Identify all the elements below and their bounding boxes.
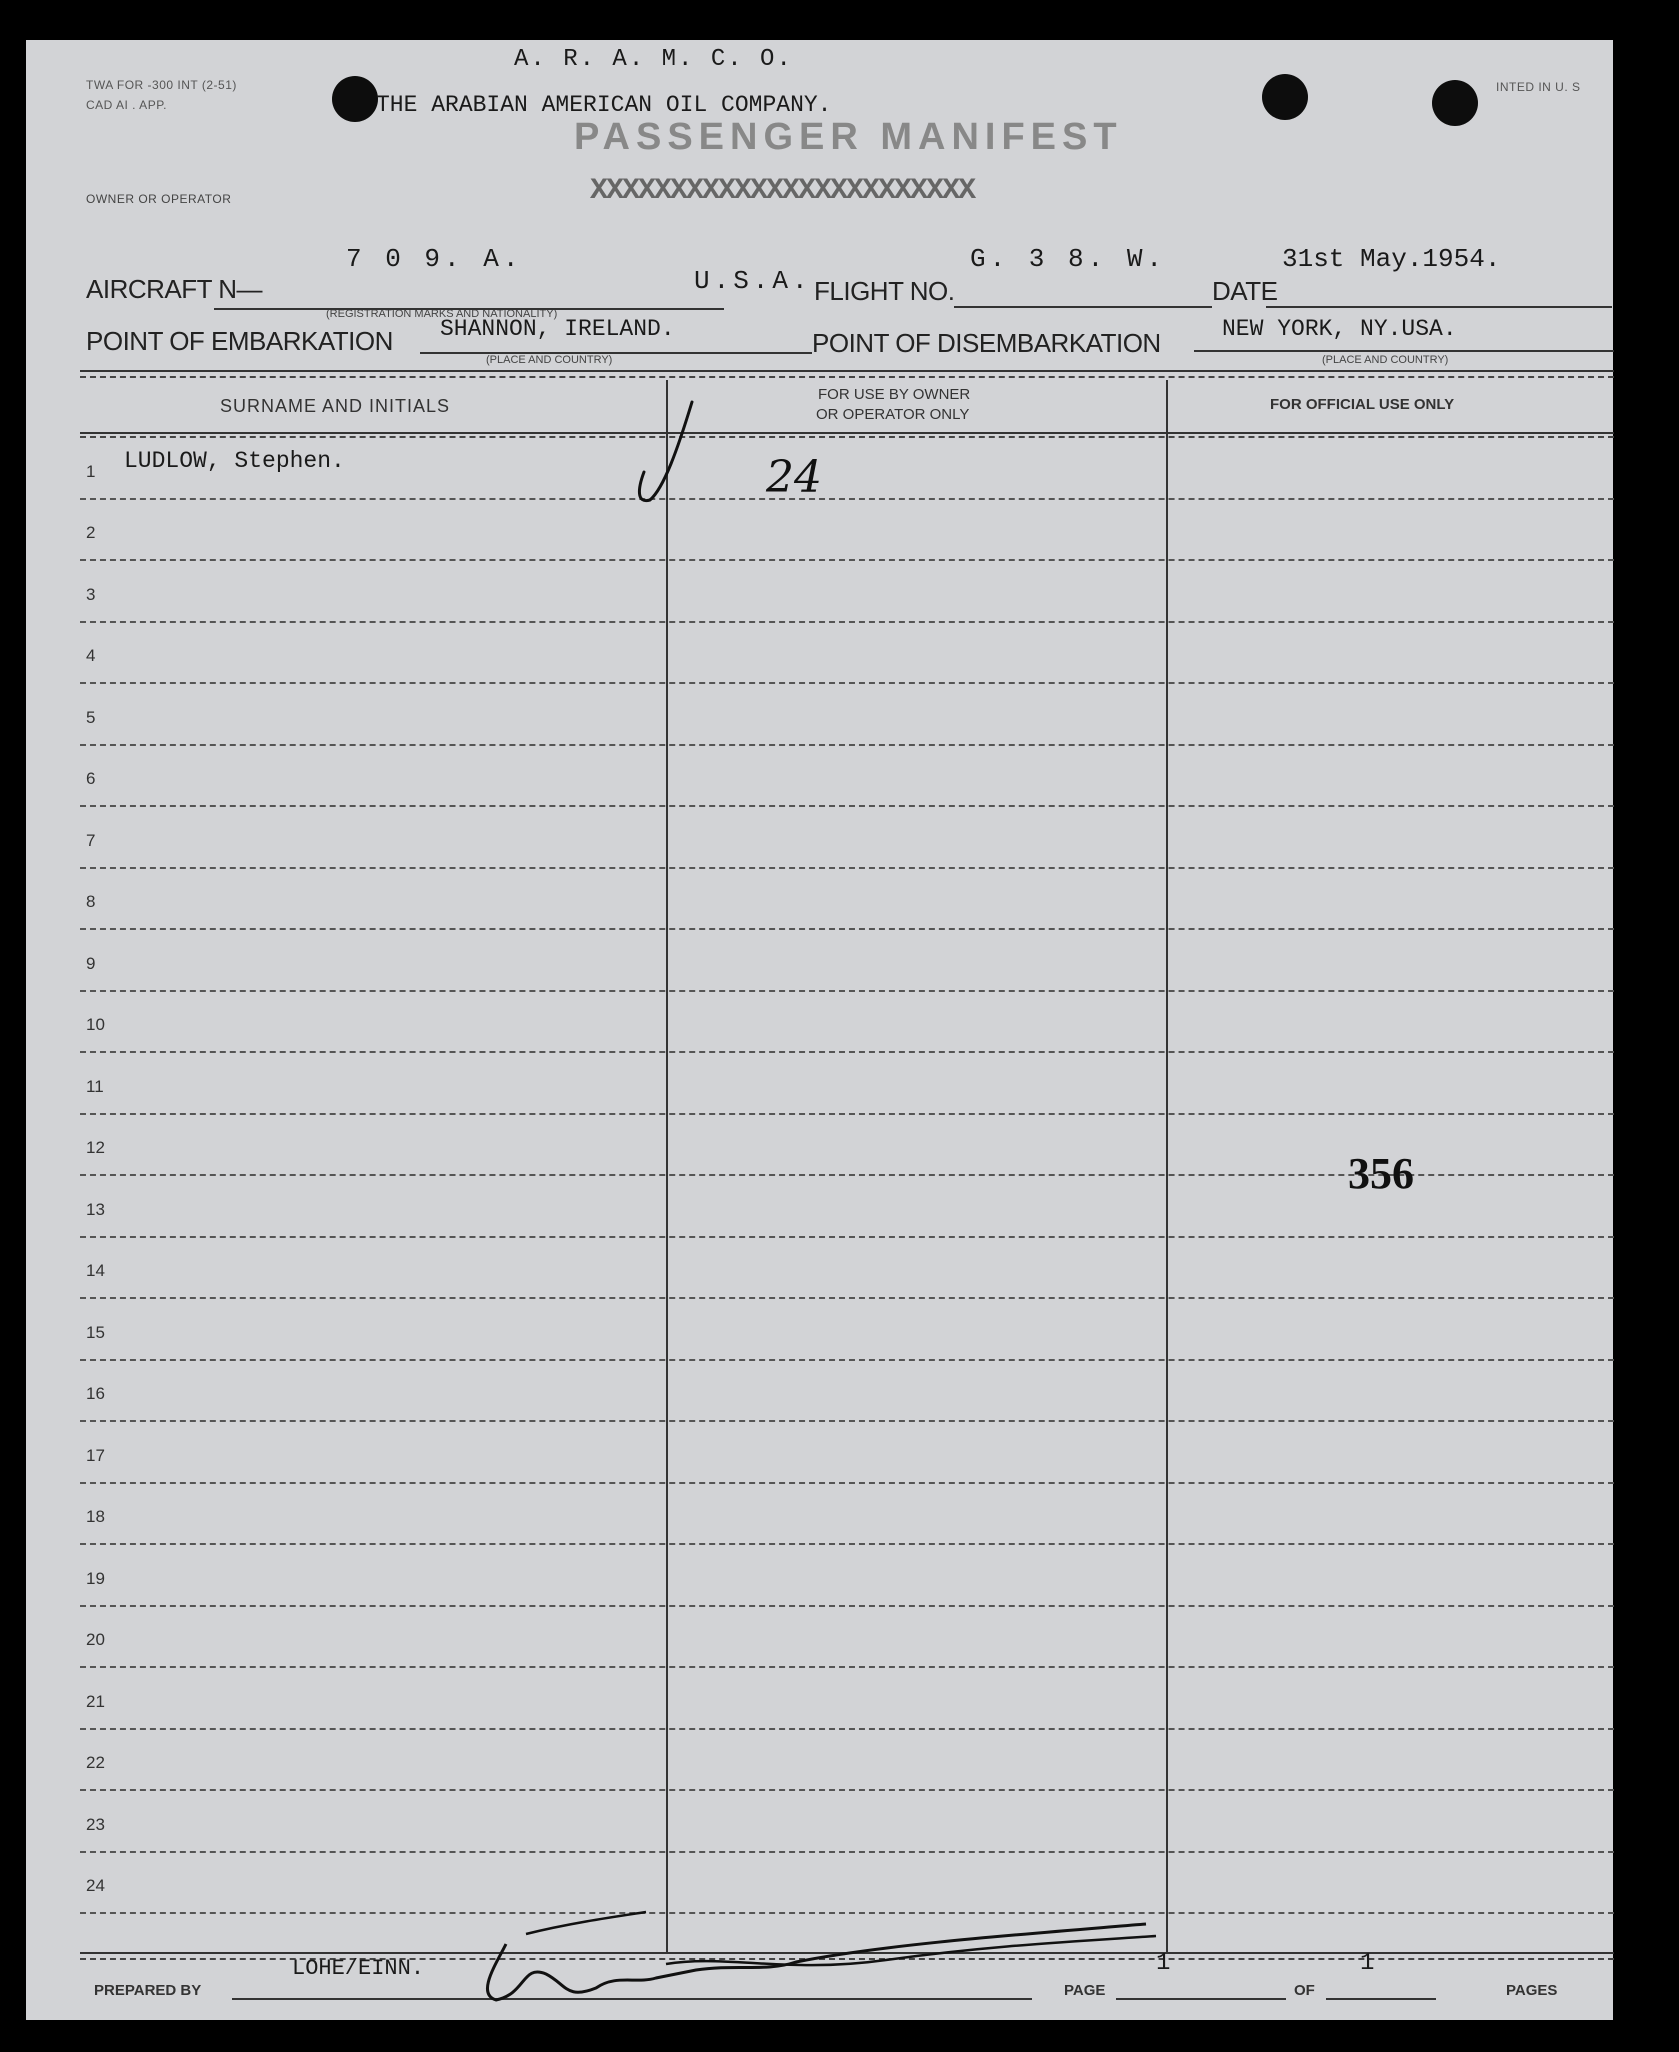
date-label: DATE — [1212, 276, 1278, 306]
header-surname: SURNAME AND INITIALS — [220, 396, 451, 416]
of-label: OF — [1294, 1982, 1315, 1999]
punch-hole-left — [332, 76, 378, 122]
punch-hole-right — [1432, 80, 1478, 126]
row-number: 4 — [86, 646, 96, 665]
disembarkation-label: POINT OF DISEMBARKATION — [812, 328, 1161, 358]
row-number: 12 — [86, 1138, 105, 1157]
row-number: 14 — [86, 1261, 105, 1280]
aircraft-value: 7 0 9. A. — [346, 244, 523, 274]
row-number: 17 — [86, 1445, 105, 1465]
table-row — [80, 1361, 1614, 1423]
date-value: 31st May.1954. — [1282, 244, 1501, 274]
disembarkation-hint: (PLACE AND COUNTRY) — [1322, 354, 1449, 366]
table-row — [80, 623, 1614, 685]
company-name: THE ARABIAN AMERICAN OIL COMPANY. — [376, 92, 832, 118]
table-row — [80, 1053, 1614, 1115]
prepared-by-label: PREPARED BY — [94, 1982, 202, 1999]
row-number: 5 — [86, 707, 96, 727]
embarkation-label: POINT OF EMBARKATION — [86, 326, 393, 356]
header-owner-use-1: FOR USE BY OWNER — [818, 386, 971, 403]
printed-in-note: INTED IN U. S — [1496, 80, 1581, 94]
manifest-page — [26, 40, 1613, 2020]
page-value: 1 — [1156, 1950, 1171, 1977]
row-number: 20 — [86, 1630, 105, 1649]
flight-no-value: G. 3 8. W. — [970, 244, 1167, 274]
registration-hint: (REGISTRATION MARKS AND NATIONALITY) — [326, 308, 558, 320]
row-number: 9 — [86, 953, 96, 973]
embarkation-hint: (PLACE AND COUNTRY) — [486, 354, 613, 366]
table-row — [80, 1607, 1614, 1669]
owner-operator-label: OWNER OR OPERATOR — [86, 192, 232, 206]
form-code-2: CAD AI . APP. — [86, 98, 167, 112]
table-row — [80, 1422, 1614, 1484]
aircraft-label: AIRCRAFT N— — [86, 274, 263, 304]
table-row — [80, 561, 1614, 623]
embarkation-value: SHANNON, IRELAND. — [440, 316, 675, 342]
row-number: 18 — [86, 1507, 105, 1526]
punch-hole-middle — [1262, 74, 1308, 120]
row-number: 22 — [86, 1753, 105, 1772]
nationality-value: U.S.A. — [694, 266, 812, 296]
table-row — [80, 1668, 1614, 1730]
row-number: 21 — [86, 1691, 105, 1711]
row-number: 13 — [86, 1199, 105, 1219]
header-official-use: FOR OFFICIAL USE ONLY — [1270, 396, 1455, 413]
table-row — [80, 1238, 1614, 1300]
row-number: 2 — [86, 523, 96, 542]
page-label: PAGE — [1064, 1982, 1106, 1999]
row-number: 11 — [86, 1076, 104, 1096]
passenger-1-name: LUDLOW, Stephen. — [124, 448, 345, 474]
handwritten-mark: 24 — [766, 452, 822, 503]
aramco-line: A. R. A. M. C. O. — [514, 46, 793, 73]
flight-no-label: FLIGHT NO. — [814, 276, 955, 306]
table-row — [80, 1484, 1614, 1546]
table-row — [80, 807, 1614, 869]
table-row — [80, 1730, 1614, 1792]
table-row — [80, 500, 1614, 562]
table-row — [80, 992, 1614, 1054]
table-row — [80, 1545, 1614, 1607]
of-value: 1 — [1360, 1950, 1375, 1977]
stamp-number: 356 — [1348, 1149, 1414, 1198]
prepared-by-value: LOHE/EINN. — [292, 1956, 425, 1981]
table-row — [80, 1299, 1614, 1361]
row-number: 19 — [86, 1568, 105, 1588]
row-number: 6 — [86, 769, 96, 788]
row-number: 15 — [86, 1322, 105, 1342]
struck-operator-name: XXXXXXXXXXXXXXXXXXXXXXXX — [590, 174, 975, 208]
row-number: 24 — [86, 1876, 105, 1895]
disembarkation-value: NEW YORK, NY.USA. — [1222, 316, 1457, 342]
row-number: 10 — [86, 1015, 105, 1034]
form-code-1: TWA FOR -300 INT (2-51) — [86, 78, 237, 92]
table-row — [80, 746, 1614, 808]
signature-icon — [466, 1904, 1166, 2014]
row-number: 1 — [86, 461, 96, 481]
table-row — [80, 869, 1614, 931]
row-number: 7 — [86, 830, 96, 850]
table-row — [80, 684, 1614, 746]
row-number: 3 — [86, 584, 96, 604]
row-number: 8 — [86, 892, 96, 911]
row-number: 23 — [86, 1814, 105, 1834]
check-mark-icon — [630, 396, 700, 516]
table-row — [80, 1791, 1614, 1853]
table-row — [80, 930, 1614, 992]
header-owner-use-2: OR OPERATOR ONLY — [816, 406, 970, 423]
pages-label: PAGES — [1506, 1982, 1558, 1999]
manifest-title: PASSENGER MANIFEST — [574, 116, 1123, 158]
table-top-rule — [80, 370, 1614, 372]
row-number: 16 — [86, 1384, 105, 1403]
